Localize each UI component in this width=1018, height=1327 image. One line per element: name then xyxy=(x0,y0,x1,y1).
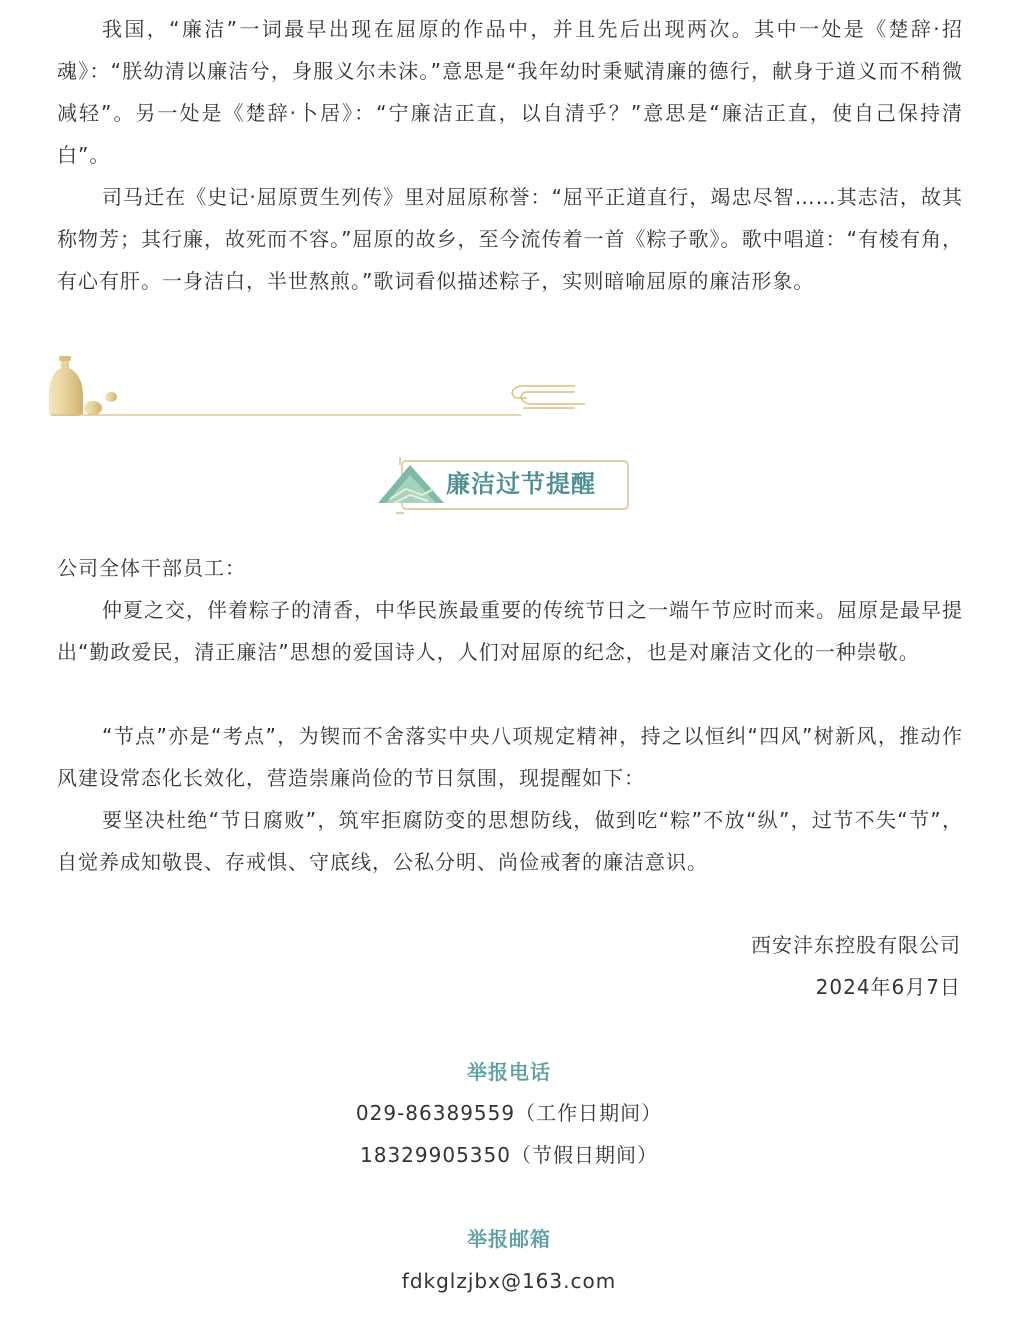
notice-paragraph-1: 仲夏之交，伴着粽子的清香，中华民族最重要的传统节日之一端午节应时而来。屈原是最早提出“勤政爱民，清正廉洁”思想的爱国诗人，人们对屈原的纪念，也是对廉洁文化的一种崇敬。 xyxy=(57,598,963,664)
report-phone-holiday: 18329905350（节假日期间） xyxy=(360,1143,658,1167)
notice-paragraph-3: 要坚决杜绝“节日腐败”，筑牢拒腐防变的思想防线，做到吃“粽”不放“纵”，过节不失“节”，自觉养成知敬畏、存戒惧、守底线，公私分明、尚俭戒奢的廉洁意识。 xyxy=(57,808,963,874)
report-phone-workday: 029-86389559（工作日期间） xyxy=(355,1101,663,1125)
small-cup-icon xyxy=(105,392,117,402)
report-email-heading: 举报邮箱 xyxy=(467,1227,551,1251)
notice-greeting: 公司全体干部员工： xyxy=(57,556,246,580)
notice-date: 2024年6月7日 xyxy=(815,975,961,999)
mountain-icon xyxy=(378,465,444,503)
section-title: 廉洁过节提醒 xyxy=(446,470,596,498)
notice-paragraph-2: “节点”亦是“考点”，为锲而不舍落实中央八项规定精神，持之以恒纠“四风”树新风，推动作风建设常态化长效化，营造崇廉尚俭的节日氛围，现提醒如下： xyxy=(57,724,963,790)
report-email: fdkglzjbx@163.com xyxy=(401,1269,617,1293)
jar-icon xyxy=(49,356,83,416)
company-signature: 西安沣东控股有限公司 xyxy=(751,933,961,957)
report-phone-heading: 举报电话 xyxy=(467,1060,551,1084)
jar-divider-decoration xyxy=(45,352,585,422)
article-paragraph-1: 我国，“廉洁”一词最早出现在屈原的作品中，并且先后出现两次。其中一处是《楚辞·招魂》：“朕幼清以廉洁兮，身服义尔未沫。”意思是“我年幼时秉赋清廉的德行，献身于道义而不稍微减轻”。另一处是《楚辞·卜居》：“宁廉洁正直，以自清乎？”意思是“廉洁正直，使自己保持清白”。 xyxy=(57,17,963,167)
article-paragraph-2: 司马迁在《史记·屈原贾生列传》里对屈原称誉：“屈平正道直行，竭忠尽智……其志洁，故其称物芳；其行廉，故死而不容。”屈原的故乡，至今流传着一首《粽子歌》。歌中唱道：“有棱有角，有心有肝。一身洁白，半世熬煎。”歌词看似描述粽子，实则暗喻屈原的廉洁形象。 xyxy=(57,185,963,293)
cup-icon xyxy=(84,401,102,415)
